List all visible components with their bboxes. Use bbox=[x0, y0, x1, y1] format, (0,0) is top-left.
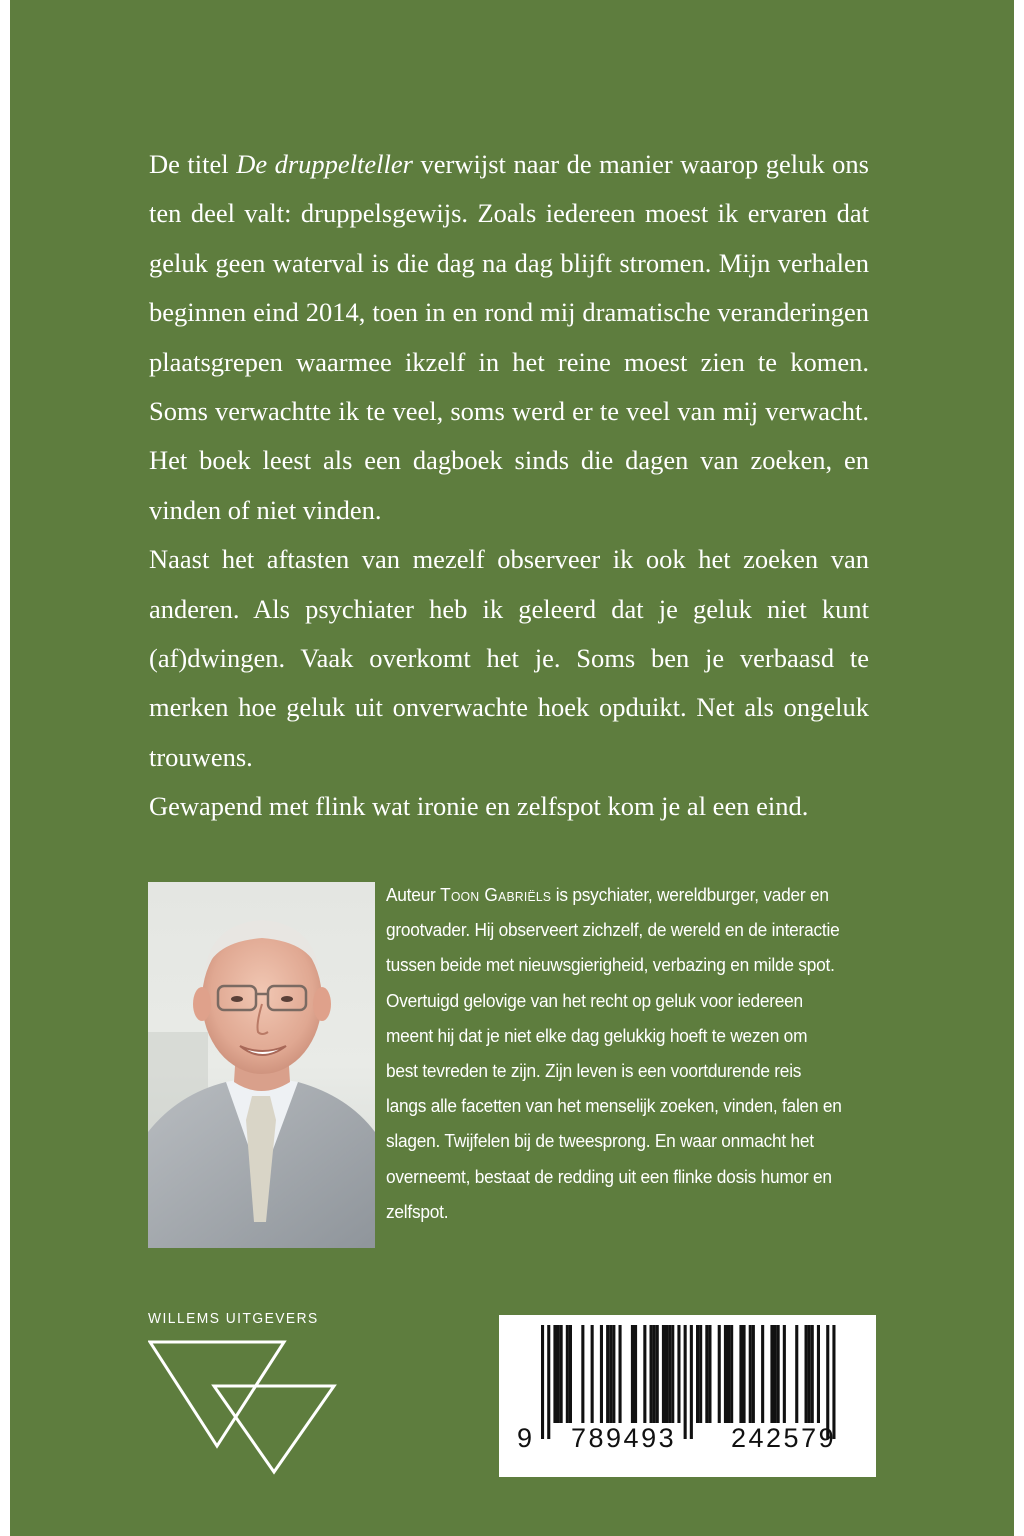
barcode-bar bbox=[684, 1325, 687, 1439]
barcode-bar bbox=[581, 1325, 584, 1423]
barcode-digits-left: 789493 bbox=[571, 1423, 677, 1453]
barcode-bar bbox=[699, 1325, 702, 1423]
barcode-bar bbox=[612, 1325, 615, 1423]
barcode-bar bbox=[677, 1325, 680, 1423]
barcode-bar bbox=[560, 1325, 563, 1423]
barcode-bar bbox=[826, 1325, 829, 1439]
barcode-bar bbox=[665, 1325, 668, 1423]
barcode-bar bbox=[770, 1325, 773, 1423]
author-bio-paragraph bbox=[386, 877, 842, 1229]
barcode-bar bbox=[662, 1325, 665, 1423]
barcode-bar bbox=[817, 1325, 820, 1423]
barcode-bar bbox=[668, 1325, 671, 1423]
blurb-paragraph-2: Naast het aftasten van mezelf observeer ik ook het zoeken van anderen. Als psychiater heb ik geleerd dat je geluk niet kunt (af)dwingen. Vaak overkomt het je. Soms ben je verbaasd te merken hoe geluk uit onverwachte hoek opduikt. Net als ongeluk trouwens. bbox=[149, 544, 869, 772]
barcode-bar bbox=[566, 1325, 569, 1423]
barcode-bar bbox=[643, 1325, 646, 1423]
publisher-block bbox=[148, 1310, 348, 1327]
barcode-bar bbox=[730, 1325, 733, 1423]
barcode-bar bbox=[743, 1325, 746, 1423]
barcode-bar bbox=[631, 1325, 634, 1423]
barcode-bar bbox=[557, 1325, 560, 1423]
barcode-bar bbox=[650, 1325, 653, 1423]
blurb-paragraph-3: Gewapend met flink wat ironie en zelfspot kom je al een eind. bbox=[149, 791, 809, 822]
book-back-cover bbox=[10, 0, 1014, 1536]
barcode-bar bbox=[569, 1325, 572, 1423]
barcode-bar bbox=[634, 1325, 637, 1423]
barcode-bar bbox=[777, 1325, 780, 1423]
blurb-paragraph-1 bbox=[149, 140, 869, 535]
publisher-logo-icon bbox=[148, 1338, 344, 1478]
blurb-text bbox=[149, 140, 869, 832]
barcode-bar bbox=[739, 1325, 742, 1423]
barcode-bar bbox=[591, 1325, 594, 1423]
barcode-bar bbox=[541, 1325, 544, 1439]
blurb-p1-rest: verwijst naar de manier waarop geluk ons ten deel valt: druppelsgewijs. Zoals iedereen moest ik ervaren dat geluk geen waterval is die dag na dag blijft stromen. Mijn verhalen beginnen eind 2014, toen in en rond mij dramatische veranderingen plaatsgrepen waarmee ikzelf in het reine moest zien te komen. Soms verwachtte ik te veel, soms werd er te veel van mij verwacht. Het boek leest als een dagboek sinds die dagen van zoeken, en vinden of niet vinden. bbox=[149, 149, 869, 525]
isbn-barcode bbox=[499, 1315, 876, 1477]
barcode-bar bbox=[832, 1325, 835, 1439]
barcode-bar bbox=[749, 1325, 752, 1423]
barcode-bar bbox=[600, 1325, 603, 1423]
book-title-italic: De druppelteller bbox=[236, 149, 413, 179]
barcode-digits-right: 242579 bbox=[731, 1423, 837, 1453]
bio-rest: is psychiater, wereldburger, vader en grootvader. Hij observeert zichzelf, de wereld en de interactie tussen beide met nieuwsgierigheid, verbazing en milde spot. Overtuigd gelovige van het recht op geluk voor iedereen meent hij dat je niet elke dag gelukkig hoeft te wezen om best tevreden te zijn. Zijn leven is een voortdurende reis langs alle facetten van het menselijk zoeken, vinden, falen en slagen. Twijfelen bij de tweesprong. En waar onmacht het overneemt, bestaat de redding uit een flinke dosis humor en zelfspot. bbox=[386, 884, 842, 1222]
author-photo bbox=[148, 882, 375, 1248]
barcode-bar bbox=[724, 1325, 727, 1423]
barcode-digit-first: 9 bbox=[517, 1423, 535, 1453]
barcode-bar bbox=[811, 1325, 814, 1423]
barcode-bar bbox=[808, 1325, 811, 1423]
barcode-bar bbox=[619, 1325, 622, 1423]
barcode-bar bbox=[547, 1325, 550, 1439]
barcode-bar bbox=[718, 1325, 721, 1423]
barcode-bar bbox=[708, 1325, 711, 1423]
publisher-name: WILLEMS UITGEVERS bbox=[148, 1310, 319, 1327]
author-name: Toon Gabriëls bbox=[440, 884, 552, 905]
barcode-bar bbox=[805, 1325, 808, 1423]
barcode-bar bbox=[653, 1325, 656, 1423]
barcode-bar bbox=[606, 1325, 609, 1423]
barcode-bar bbox=[609, 1325, 612, 1423]
barcode-bar bbox=[795, 1325, 798, 1423]
barcode-bar bbox=[783, 1325, 786, 1423]
author-bio bbox=[386, 877, 842, 1229]
barcode-bar bbox=[761, 1325, 764, 1423]
barcode-bar bbox=[727, 1325, 730, 1423]
barcode-bar bbox=[752, 1325, 755, 1423]
barcode-bar bbox=[696, 1325, 699, 1423]
barcode-bar bbox=[774, 1325, 777, 1423]
barcode-bar bbox=[553, 1325, 556, 1423]
barcode-bar bbox=[705, 1325, 708, 1423]
barcode-bar bbox=[656, 1325, 659, 1423]
barcode-bar bbox=[690, 1325, 693, 1439]
barcode-bar bbox=[671, 1325, 674, 1423]
bio-prefix: Auteur bbox=[386, 884, 441, 905]
blurb-p1-prefix: De titel bbox=[149, 149, 237, 179]
